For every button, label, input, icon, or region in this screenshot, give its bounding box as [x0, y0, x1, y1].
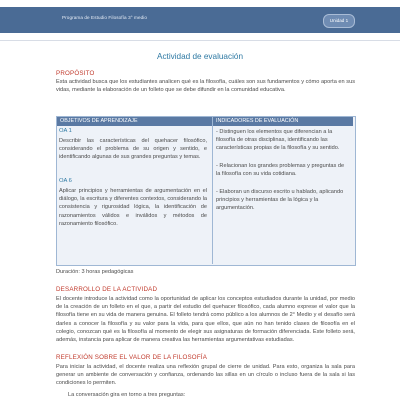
oa1-text: Describir las características del quehacer filosófico, considerando el problema de su origen y sentido, e identificando algunas de sus grandes preguntas y temas. — [59, 138, 207, 161]
indicator-2: - Relacionan los grandes problemas y preguntas de la filosofía con su vida cotidiana. — [216, 163, 345, 178]
duration-text: Duración: 3 horas pedagógicas — [56, 269, 134, 275]
oa1-label: OA 1 — [59, 128, 72, 134]
page-title: Actividad de evaluación — [156, 52, 244, 61]
objectives-right-heading: INDICADORES DE EVALUACIÓN — [213, 117, 353, 126]
reflexion-text: Para iniciar la actividad, el docente realiza una reflexión grupal de cierre de unidad. Para esto, organiza la sala para generar un ambiente de conversación y confianza, ordenando las sillas en un círculo o incluso fuera de la sala si las condiciones lo permiten. — [56, 364, 355, 387]
program-label: Programa de Estudio Filosofía 3° medio — [62, 15, 148, 20]
desarrollo-text: El docente introduce la actividad como la oportunidad de aplicar los conceptos estudiados durante la unidad, por medio de la creación de un folleto en el que, a partir del estudio del quehacer filosófico, cada alumno exprese el valor que la filosofía tiene en su vida de manera genuina. El folleto tendrá como público a los alumnos de 2° Medio y el desafío será darles a conocer la filosofía y su valor para la vida, para que ellos, que aún no han tenido clases de filosofía en el colegio, conozcan qué es la filosofía al momento de elegir sus asignaturas de formación diferenciada. Este folleto será, además, instancia para aplicar de manera creativa las herramientas argumentativas estudiadas. — [56, 296, 355, 344]
oa6-label: OA 6 — [59, 178, 72, 184]
page-header — [0, 0, 400, 41]
desarrollo-heading: DESARROLLO DE LA ACTIVIDAD — [56, 286, 158, 293]
objectives-left-heading: OBJETIVOS DE APRENDIZAJE — [57, 117, 212, 126]
reflexion-list-intro: La conversación gira en torno a tres preguntas: — [68, 392, 186, 398]
reflexion-heading: REFLEXIÓN SOBRE EL VALOR DE LA FILOSOFÍA — [56, 354, 208, 361]
indicator-1: - Distinguen los elementos que diferencian a la filosofía de otras disciplinas, identificando las características propias de la filosofía y su sentido. — [216, 129, 340, 152]
indicator-3: - Elaboran un discurso escrito u hablado, aplicando principios y herramientas de la lógica y la argumentación. — [216, 189, 344, 212]
oa6-text: Aplicar principios y herramientas de argumentación en el diálogo, la escritura y diferentes contextos, considerando la consistencia y rigurosidad lógica, la identificación de razonamientos válidos e inválidos y métodos de razonamiento filosófico. — [59, 188, 207, 227]
proposito-heading: PROPÓSITO — [56, 70, 95, 77]
proposito-text: Esta actividad busca que los estudiantes analicen qué es la filosofía, cuáles son sus fundamentos y cómo aporta en sus vidas, mediante la elaboración de un folleto que se debe difundir en la comunidad educativa. — [56, 79, 355, 94]
unit-badge: Unidad 1 — [323, 14, 355, 28]
objectives-divider — [212, 116, 213, 264]
